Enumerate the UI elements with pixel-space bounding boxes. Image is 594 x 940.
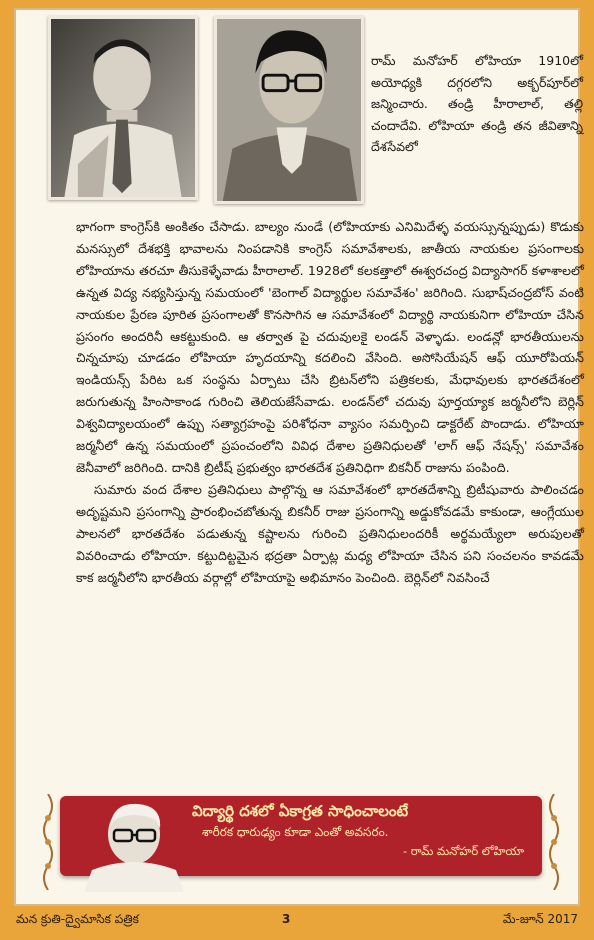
- childhood-photo: [48, 16, 198, 200]
- page-footer: [14, 912, 580, 932]
- quote-text: [192, 800, 532, 860]
- adult-photo: [214, 16, 364, 204]
- quote-line: విద్యార్థి దశలో ఏకాగ్రత సాధించాలంటే: [192, 802, 409, 820]
- quote-panel: [36, 786, 566, 898]
- article-paragraph: భాగంగా కాంగ్రెస్‌కి అంకితం చేసాడు. బాల్యం నుండే (లోహియాకు ఎనిమిదేళ్ళ వయస్సున్నప్పుడు) కొడుకు మనస్సులో దేశభక్తి భావాలను నింపడానికి కాంగ్రెస్ సమావేశాలకు, జాతీయ నాయకుల ప్రసంగాలకు లోహియాను తరచూ తీసుకెళ్ళేవాడు హీరాలాల్. 1928లో కలకత్తాలో ఈశ్వరచంద్ర విద్యాసాగర్ కళాశాలలో ఉన్నత విద్య నభ్యసిస్తున్న సమయంలో 'బెంగాల్ విద్యార్థుల సమావేశం' జరిగింది. సుభాష్‌చంద్రబోస్ వంటి నాయకుల ప్రేరణ పూరిత ప్రసంగాలతో కొనసాగిన ఆ సమావేశంలో విద్యార్థి నాయకునిగా లోహియా చేసిన ప్రసంగం అందరినీ ఆకట్టుకుంది. ఆ తర్వాత పై చదువులకై లండన్ వెళ్ళాడు. లండన్లో భారతీయులను చిన్నచూపు చూడడం లోహియా హృదయాన్ని కదలించి వేసింది. అసోసియేషన్ ఆఫ్ యూరోపియన్ ఇండియన్స్ పేరిట ఒక సంస్థను ఏర్పాటు చేసి బ్రిటన్‌లోని పత్రికలకు, మేధావులకు భారతదేశంలో జరుగుతున్న హింసాకాండ గురించి తెలియజేసేవాడు. లండన్‌లో చదువు పూర్తయ్యాక జర్మనీలోని బెర్లిన్ విశ్వవిద్యాలయంలో ఉప్పు సత్యాగ్రహంపై పరిశోధనా వ్యాసం సమర్పించి డాక్టరేట్ పొందాడు. లోహియా జర్మనీలో ఉన్న సమయంలో ప్రపంచంలోని వివిధ దేశాల ప్రతినిధులతో 'లాగ్ ఆఫ్ నేషన్స్' సమావేశం జెనీవాలో జరిగింది. దానికి బ్రిటీష్ ప్రభుత్వం భారతదేశ ప్రతినిధిగా బికనీర్ రాజును పంపింది.: [76, 219, 584, 475]
- article-page: [14, 8, 584, 906]
- quote-attribution: - రామ్ మనోహర్ లోహియా: [402, 844, 524, 858]
- quote-line: శారీరక ధారుఢ్యం కూడా ఎంతో అవసరం.: [202, 825, 389, 839]
- intro-paragraph: రామ్ మనోహర్ లోహియా 1910లో అయోధ్యకి దగ్గరలోని అక్బర్‌పూర్‌లో జన్మించారు. తండ్రి హీరాలాల్, తల్లి చందాదేవి. లోహియా తండ్రి తన జీవితాన్ని దేశసేవలో: [371, 53, 583, 155]
- article-body: [76, 216, 584, 588]
- article-paragraph: సుమారు వంద దేశాల ప్రతినిధులు పాల్గొన్న ఆ సమావేశంలో భారతదేశాన్ని బ్రిటీషువారు పాలించడం అదృష్టమని ప్రసంగాన్ని ప్రారంభించబోతున్న బికనీర్ రాజు ప్రసంగాన్ని అడ్డుకోవడమే కాకుండా, ఆంగ్లేయుల పాలనలో భారతదేశం పడుతున్న కష్టాలను గురించి ప్రతినిధులందరికీ అర్థమయ్యేలా అరుపులతో వివరించాడు లోహియా. కట్టుదిట్టమైన భద్రతా ఏర్పాట్ల మధ్య లోహియా చేసిన పని సంచలనం కావడమే కాక జర్మనీలోని భారతీయ వర్గాల్లో లోహియాపై అభిమానం పెంచింది. బెర్లిన్‌లో నివసించే: [76, 481, 584, 585]
- adult-portrait-icon: [217, 19, 361, 201]
- elderly-portrait-icon: [82, 798, 186, 892]
- child-portrait-icon: [51, 19, 195, 197]
- page-number: 3: [282, 912, 291, 926]
- floral-ornament-icon: [544, 794, 564, 890]
- floral-ornament-icon: [38, 794, 58, 890]
- issue-date: మే-జూన్ 2017: [502, 912, 578, 926]
- magazine-name: మన క్రుతి-ద్వైమాసిక పత్రిక: [16, 912, 139, 926]
